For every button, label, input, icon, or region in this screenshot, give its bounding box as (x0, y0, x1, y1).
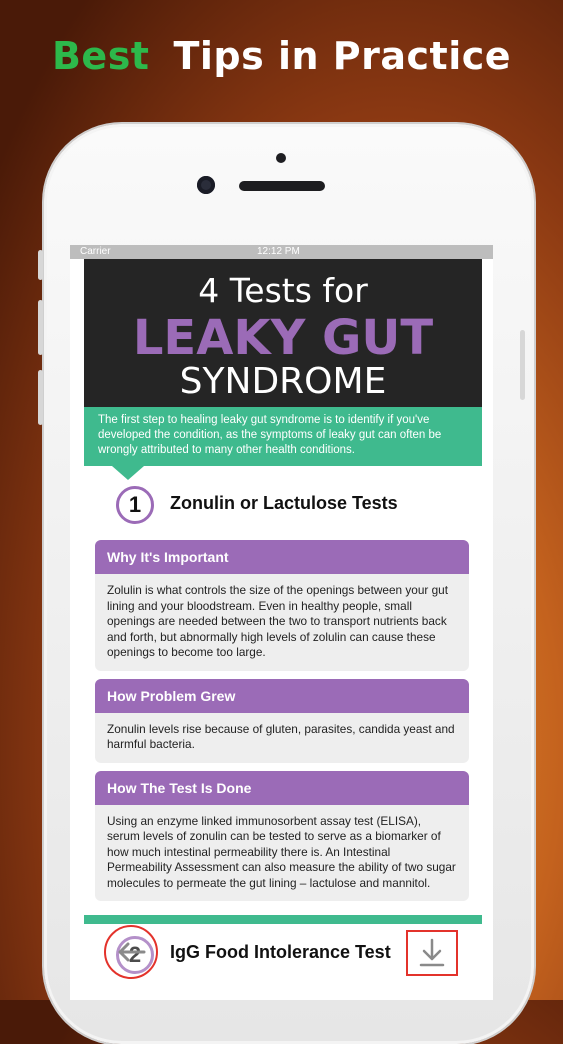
promo-highlight: Best (51, 34, 150, 78)
info-card (95, 771, 469, 902)
info-card-heading: How The Test Is Done (95, 771, 469, 805)
status-bar (70, 245, 493, 259)
article-view[interactable] (84, 259, 482, 1000)
section-number-badge: 1 (116, 486, 154, 524)
phone-power-button (520, 330, 525, 400)
info-card-heading: Why It's Important (95, 540, 469, 574)
article-heading-line3: SYNDROME (179, 361, 387, 402)
section-number-badge: 2 (116, 936, 154, 974)
status-time: 12:12 PM (257, 246, 300, 257)
download-button[interactable] (406, 930, 458, 976)
back-button[interactable] (104, 925, 158, 979)
article-heading-line2: LEAKY GUT (132, 310, 434, 366)
front-camera-icon (197, 176, 215, 194)
phone-volume-down (38, 370, 43, 425)
info-card-body: Zolulin is what controls the size of the openings between your gut lining and your bloodstream. Even in healthy people, small openings are needed between the two to transport nutrients back and forth, but abnormally high levels of zolulin can cause these openings to become too large. (107, 583, 448, 659)
earpiece-speaker (239, 181, 325, 191)
back-arrow-icon (116, 941, 146, 963)
proximity-sensor (276, 153, 286, 163)
info-card-body: Using an enzyme linked immunosorbent assay test (ELISA), serum levels of zonulin can be tested to serve as a biomarker of how much intestinal permeability there is. An Intestinal Permeability Assessment can also measure the ability of two sugar molecules to permeate the gut lining – lactulose and mannitol. (107, 813, 456, 890)
phone-screen (70, 245, 493, 1000)
promo-headline (0, 34, 563, 78)
intro-pointer (112, 466, 144, 480)
section-title: IgG Food Intolerance Test (170, 942, 391, 962)
promo-title: Tips in Practice (173, 34, 512, 78)
article-heading-line1: 4 Tests for (198, 271, 368, 310)
article-hero (84, 259, 482, 407)
phone-side-button (38, 250, 43, 280)
info-card (95, 540, 469, 671)
phone-volume-up (38, 300, 43, 355)
info-card (95, 679, 469, 763)
info-card-heading: How Problem Grew (95, 679, 469, 713)
section-divider (84, 915, 482, 924)
info-card-body: Zonulin levels rise because of gluten, parasites, candida yeast and harmful bacteria. (107, 721, 455, 751)
section-title: Zonulin or Lactulose Tests (170, 493, 398, 513)
section-header-1 (84, 480, 482, 540)
article-intro (84, 407, 482, 466)
article-intro-text: The first step to healing leaky gut syndrome is to identify if you've developed the condition, as the symptoms of leaky gut can often be wrongly attributed to many other health conditions. (98, 414, 442, 456)
carrier-label: Carrier (80, 246, 111, 257)
download-icon (419, 938, 445, 968)
